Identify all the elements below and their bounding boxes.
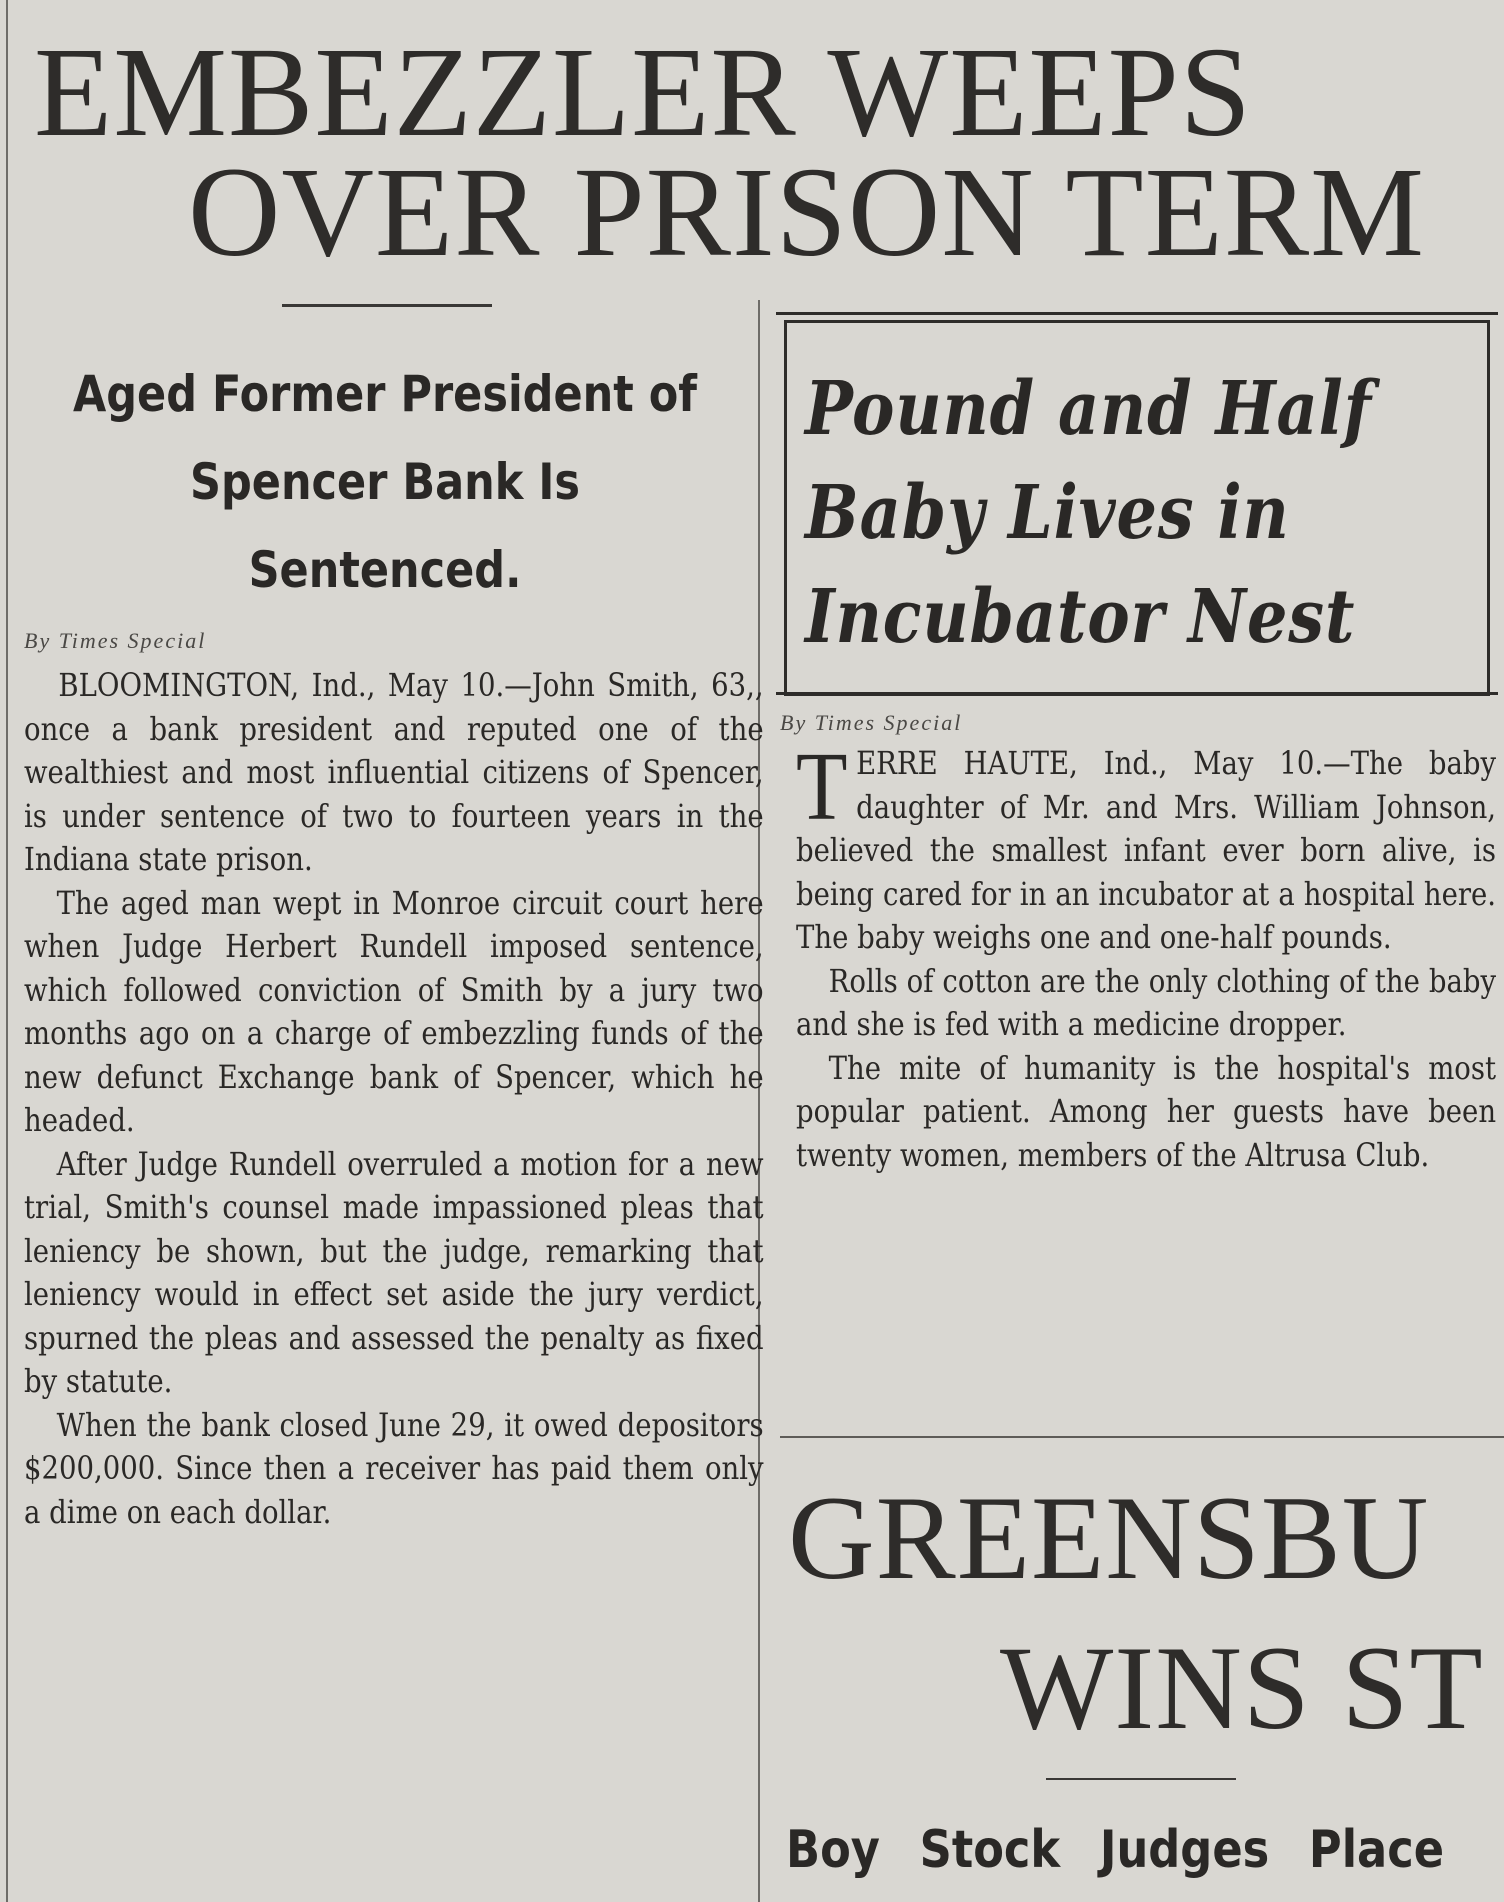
right-byline: By Times Special xyxy=(780,710,963,735)
left-paragraph-4: When the bank closed June 29, it owed depositors $200,000. Since then a receiver has paid them only a dime on each dollar. xyxy=(24,1405,764,1531)
next-deck: Boy Stock Judges Place xyxy=(786,1820,1445,1880)
box-bottom-rule xyxy=(776,692,1498,695)
headline-line-1: EMBEZZLER WEEPS xyxy=(34,21,1252,163)
left-paragraph-2: The aged man wept in Monroe circuit court here when Judge Herbert Rundell imposed sentence, which followed conviction of Smith by a jury two months ago on a charge of embezzling funds of the new defunct Exchange bank of Spencer, which he headed. xyxy=(24,883,764,1139)
right-headline-box xyxy=(784,320,1490,696)
left-paragraph-3: After Judge Rundell overruled a motion for a new trial, Smith's counsel made impassioned pleas that leniency be shown, but the judge, remarking that leniency would in effect set aside the jury verdict, spurned the pleas and assessed the penalty as fixed by statute. xyxy=(24,1144,764,1400)
right-headline xyxy=(805,357,1372,669)
right-paragraph-3: The mite of humanity is the hospital's most popular patient. Among her guests have been twenty women, members of the Altrusa Club. xyxy=(796,1048,1497,1174)
right-paragraph-1 xyxy=(796,733,1497,960)
right-headline-line-3: Incubator Nest xyxy=(805,574,1356,660)
left-article-body xyxy=(24,664,764,1534)
headline-line-2: OVER PRISON TERM xyxy=(188,141,1425,283)
right-paragraph-2: Rolls of cotton are the only clothing of the baby and she is fed with a medicine dropper. xyxy=(796,961,1497,1043)
section-rule xyxy=(780,1436,1504,1438)
right-headline-line-2: Baby Lives in xyxy=(805,470,1290,556)
left-border-rule xyxy=(6,0,8,1902)
left-paragraph-1: BLOOMINGTON, Ind., May 10.—John Smith, 63,, once a bank president and reputed one of the wealthiest and most influential citizens of Spencer, is under sentence of two to fourteen years in the Indiana state prison. xyxy=(24,666,764,878)
next-headline-rule xyxy=(1046,1778,1236,1780)
left-deck: Aged Former President of Spencer Bank Is Sentenced. xyxy=(72,365,698,599)
next-headline-line-1: GREENSBU xyxy=(788,1471,1430,1604)
right-paragraph-1-text: ERRE HAUTE, Ind., May 10.—The baby daughter of Mr. and Mrs. William Johnson, believed the smallest infant ever born alive, is being cared for in an incubator at a hospital here. The baby weighs one and one-half pounds. xyxy=(796,744,1497,956)
right-headline-line-1: Pound and Half xyxy=(805,366,1372,452)
next-headline-line-2: WINS ST xyxy=(1000,1621,1484,1754)
right-article-body xyxy=(796,733,1497,1177)
box-top-rule xyxy=(776,312,1498,315)
left-byline: By Times Special xyxy=(24,628,207,653)
drop-cap: T xyxy=(796,733,848,841)
headline-rule xyxy=(282,304,492,307)
